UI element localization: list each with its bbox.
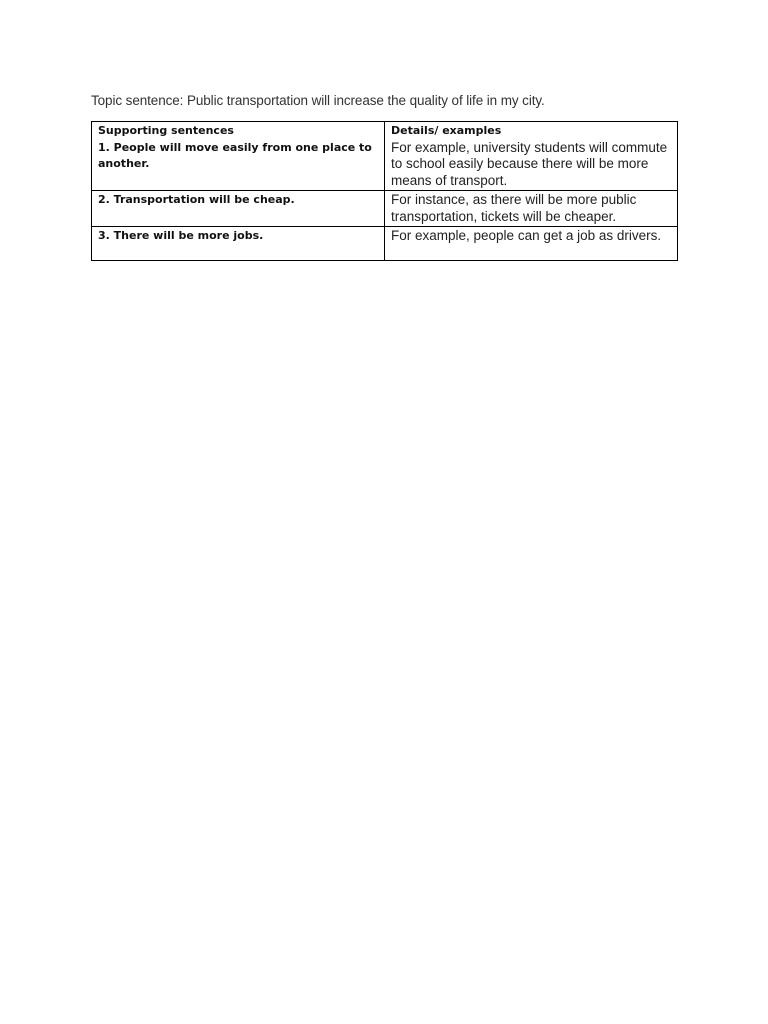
detail-3: For example, people can get a job as drivers. bbox=[391, 228, 662, 243]
header-details: Details/ examples bbox=[391, 124, 502, 137]
supporting-sentence-1: 1. People will move easily from one place to another. bbox=[98, 140, 372, 170]
table-row bbox=[92, 191, 678, 227]
header-supporting: Supporting sentences bbox=[98, 124, 234, 137]
detail-cell bbox=[385, 227, 678, 261]
detail-1: For example, university students will commute to school easily because there will be more means of transport. bbox=[391, 139, 668, 188]
detail-cell bbox=[385, 191, 678, 227]
table-row bbox=[92, 227, 678, 261]
outline-table bbox=[91, 121, 678, 261]
supporting-cell bbox=[92, 122, 385, 191]
supporting-cell bbox=[92, 227, 385, 261]
supporting-sentence-2: 2. Transportation will be cheap. bbox=[98, 193, 295, 206]
table-row bbox=[92, 122, 678, 191]
detail-cell bbox=[385, 122, 678, 191]
supporting-cell bbox=[92, 191, 385, 227]
topic-sentence: Topic sentence: Public transportation will increase the quality of life in my city. bbox=[91, 93, 545, 108]
detail-2: For instance, as there will be more public transportation, tickets will be cheaper. bbox=[391, 192, 637, 224]
supporting-sentence-3: 3. There will be more jobs. bbox=[98, 229, 264, 242]
